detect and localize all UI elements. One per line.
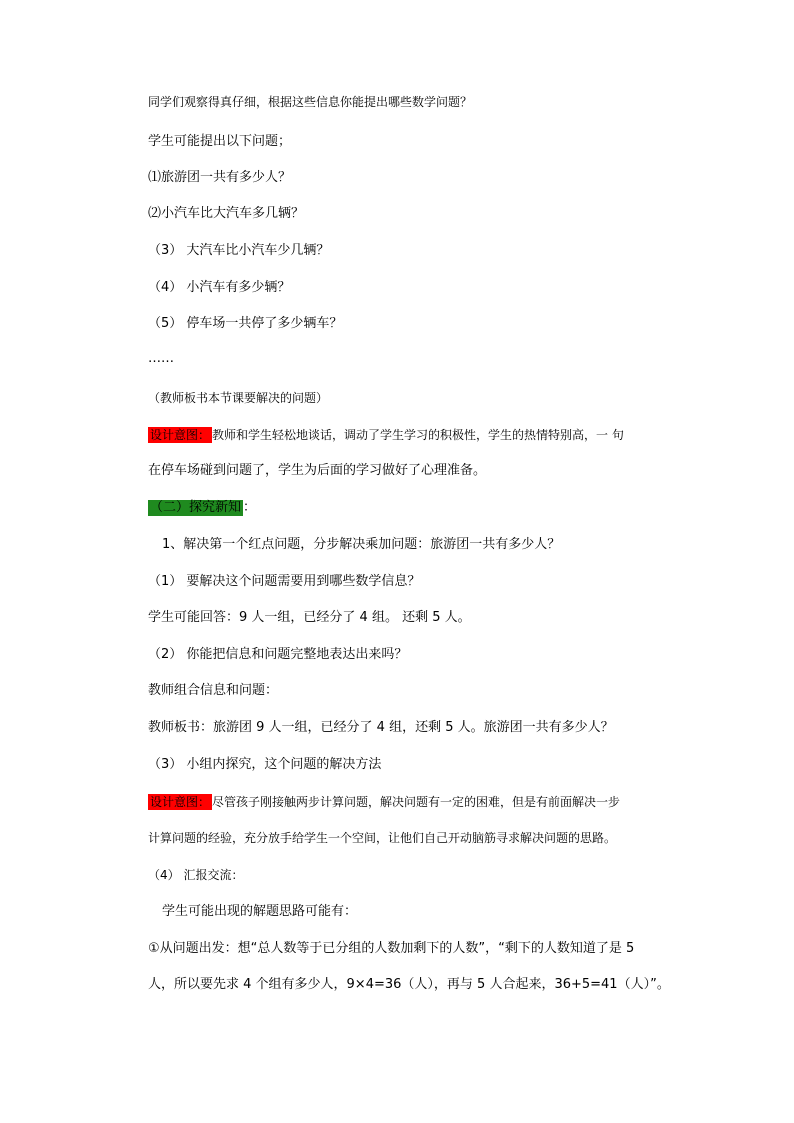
sub-question-3: （3） 小组内探究，这个问题的解决方法 [148,757,382,772]
design-intent-paragraph-2 [148,793,620,811]
design-intent-text: 教师和学生轻松地谈话，调动了学生学习的积极性，学生的热情特别高，一 句 [212,428,624,442]
step-1-heading: 1、解决第一个红点问题，分步解决乘加问题：旅游团一共有多少人？ [162,537,561,552]
solution-idea-1-continued: 人，所以要先求 4 个组有多少人，9×4=36（人），再与 5 人合起来，36+5=41（人）”。 [148,977,670,992]
section-heading-explore [148,499,256,517]
design-intent-paragraph-1 [148,426,624,444]
question-item-2: ⑵小汽车比大汽车多几辆？ [148,206,305,221]
teacher-combine-info: 教师组合信息和问题： [148,683,279,698]
design-intent-paragraph-1-continued: 在停车场碰到问题了，学生为后面的学习做好了心理准备。 [148,463,487,478]
design-intent-tag: 设计意图： [150,795,211,809]
question-item-3: （3） 大汽车比小汽车少几辆？ [148,243,330,258]
paragraph-observation-question: 同学们观察得真仔细，根据这些信息你能提出哪些数学问题？ [148,95,473,109]
question-item-5: （5） 停车场一共停了多少辆车？ [148,316,343,331]
teacher-board-problem: 教师板书：旅游团 9 人一组，已经分了 4 组，还剩 5 人。旅游团一共有多少人？ [148,720,614,735]
sub-question-1: （1） 要解决这个问题需要用到哪些数学信息？ [148,574,421,589]
ellipsis: …… [148,351,174,366]
sub-question-2: （2） 你能把信息和问题完整地表达出来吗？ [148,647,408,662]
design-intent-paragraph-2-continued: 计算问题的经验，充分放手给学生一个空间，让他们自己开动脑筋寻求解决问题的思路。 [148,831,617,845]
paragraph-student-questions-intro: 学生可能提出以下问题； [148,134,292,149]
sub-question-4: （4） 汇报交流： [148,868,244,882]
question-item-1: ⑴旅游团一共有多少人？ [148,170,292,185]
student-answer: 学生可能回答：9 人一组，已经分了 4 组。 还剩 5 人。 [148,610,471,625]
section-heading-tag: （二）探究新知 [150,500,242,515]
question-item-4: （4） 小汽车有多少辆？ [148,280,291,295]
design-intent-text: 尽管孩子刚接触两步计算问题，解决问题有一定的困难，但是有前面解决一步 [212,795,621,809]
teacher-board-note: （教师板书本节课要解决的问题） [148,391,329,405]
design-intent-tag: 设计意图： [150,428,211,442]
section-heading-colon: ： [243,500,257,515]
solution-ideas-intro: 学生可能出现的解题思路可能有： [162,904,358,919]
solution-idea-1: ①从问题出发：想“总人数等于已分组的人数加剩下的人数”，“剩下的人数知道了是 5 [148,941,635,956]
